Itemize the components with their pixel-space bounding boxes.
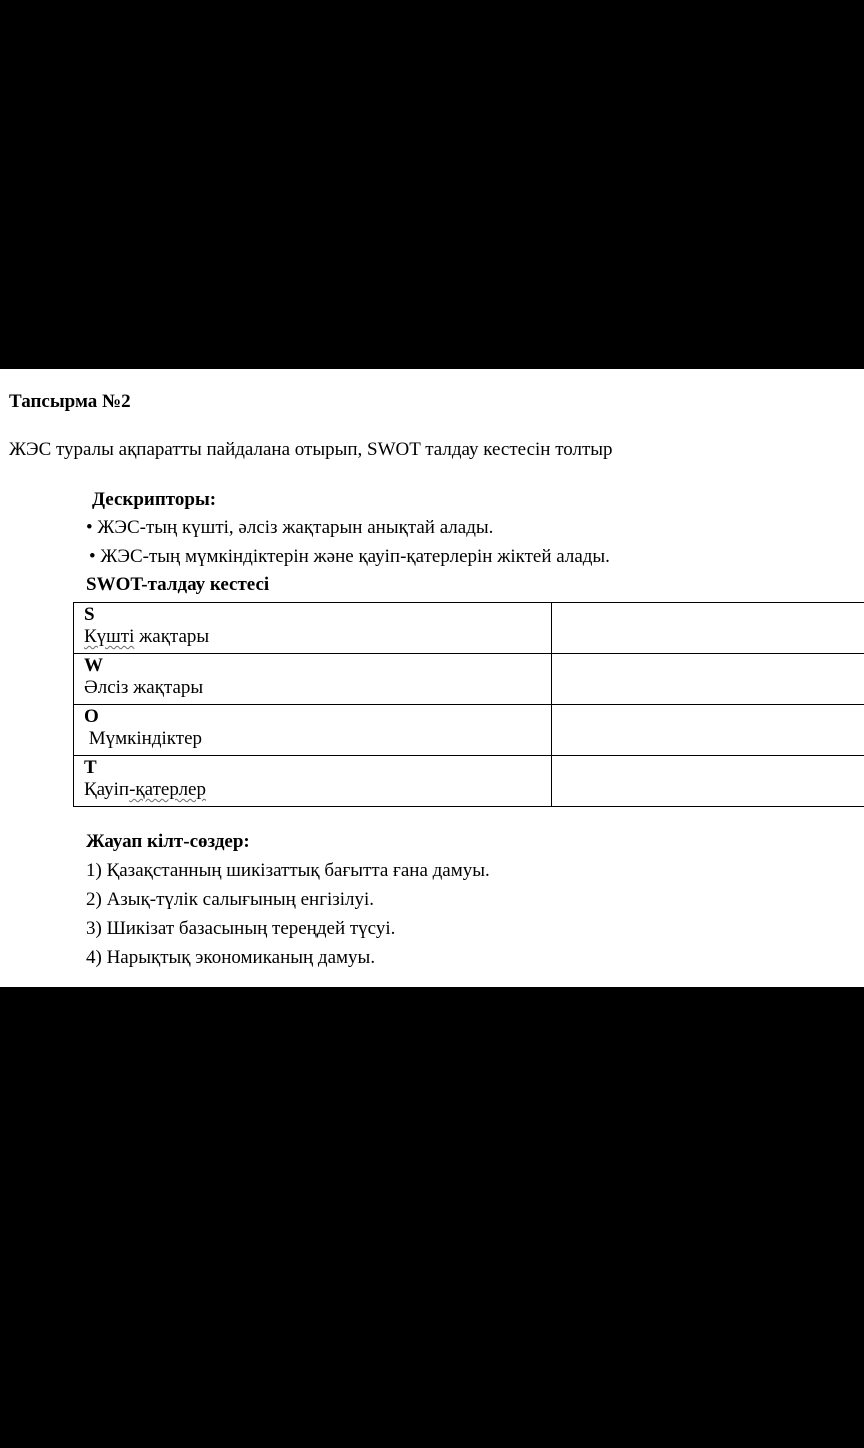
swot-label-cell xyxy=(74,654,552,705)
swot-label xyxy=(84,626,551,648)
swot-table-title: SWOT-талдау кестесі xyxy=(86,574,270,595)
answer-keyword-item: 4) Нарықтық экономиканың дамуы. xyxy=(86,947,376,968)
swot-letter: S xyxy=(84,604,95,625)
worksheet-page xyxy=(0,369,864,987)
descriptor-item: • ЖЭС-тың мүмкіндіктерін және қауіп-қатерлерін жіктей алады. xyxy=(89,546,610,567)
answer-keyword-item: 3) Шикізат базасының тереңдей түсуі. xyxy=(86,918,396,939)
swot-label-rest: жақтары xyxy=(134,626,210,647)
swot-label-cell xyxy=(74,756,552,807)
swot-row-opportunities xyxy=(74,705,864,756)
swot-answer-cell[interactable] xyxy=(552,705,864,756)
swot-answer-cell[interactable] xyxy=(552,603,864,654)
swot-row-threats xyxy=(74,756,864,807)
task-instruction: ЖЭС туралы ақпаратты пайдалана отырып, SWOT талдау кестесін толтыр xyxy=(9,439,613,460)
swot-label-main: Қауіп xyxy=(84,779,130,800)
swot-answer-cell[interactable] xyxy=(552,654,864,705)
swot-row-weaknesses xyxy=(74,654,864,705)
descriptor-item: • ЖЭС-тың күшті, әлсіз жақтарын анықтай алады. xyxy=(86,517,494,538)
answer-keywords-title: Жауап кілт-сөздер: xyxy=(86,831,250,852)
answer-keyword-item: 2) Азық-түлік салығының енгізілуі. xyxy=(86,889,375,910)
swot-label-cell xyxy=(74,705,552,756)
swot-label-main: Күшті xyxy=(84,626,135,647)
swot-label xyxy=(84,728,551,750)
swot-row-strengths xyxy=(74,603,864,654)
swot-letter: T xyxy=(84,757,97,778)
swot-table xyxy=(73,602,864,807)
swot-label-cell xyxy=(74,603,552,654)
swot-label-rest: -қатерлер xyxy=(129,779,206,800)
answer-keyword-item: 1) Қазақстанның шикізаттық бағытта ғана дамуы. xyxy=(86,860,490,881)
task-title: Тапсырма №2 xyxy=(9,391,131,412)
swot-label xyxy=(84,677,551,699)
swot-label xyxy=(84,779,551,801)
swot-letter: W xyxy=(84,655,103,676)
swot-answer-cell[interactable] xyxy=(552,756,864,807)
swot-label-main: Әлсіз жақтары xyxy=(84,677,204,698)
swot-label-main: Мүмкіндіктер xyxy=(84,728,203,749)
descriptors-title: Дескрипторы: xyxy=(92,489,217,510)
swot-letter: O xyxy=(84,706,99,727)
